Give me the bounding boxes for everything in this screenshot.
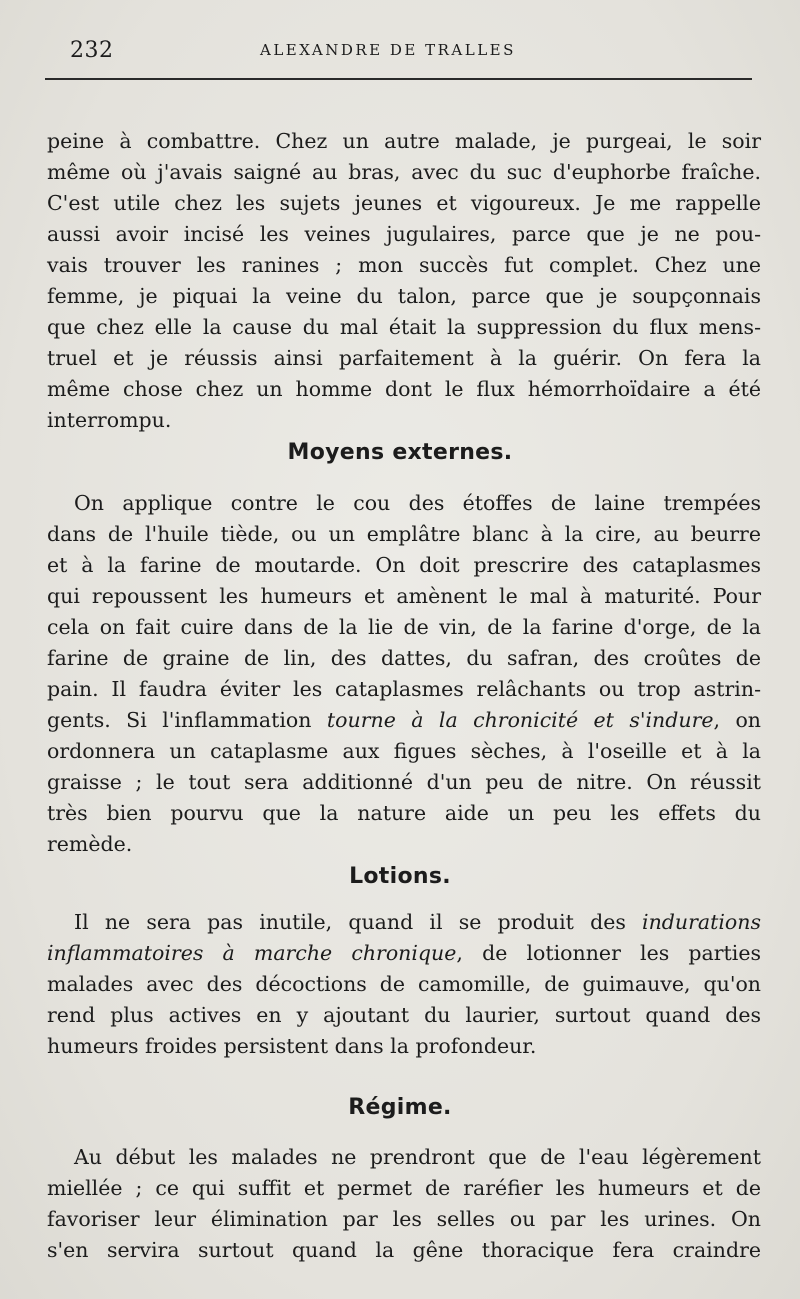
section-heading-lotions: Lotions. [349,864,451,889]
text-line: interrompu. [47,408,172,432]
text-line: humeurs froides persistent dans la profondeur. [47,1034,537,1058]
text-line: peine à combattre. Chez un autre malade, je purgeai, le soir [47,129,761,153]
text-line: qui repoussent les humeurs et amènent le mal à maturité. Pour [47,584,761,608]
text-line: femme, je piquai la veine du talon, parce que je soupçonnais [47,284,761,308]
running-head: ALEXANDRE DE TRALLES [260,41,516,59]
text-line: même où j'avais saigné au bras, avec du suc d'euphorbe fraîche. [47,160,761,184]
text-line: remède. [47,832,133,856]
text-line: farine de graine de lin, des dattes, du safran, des croûtes de [47,646,761,670]
text-line: s'en servira surtout quand la gêne thoracique fera craindre [47,1238,761,1262]
text-line: C'est utile chez les sujets jeunes et vigoureux. Je me rappelle [47,191,761,215]
text-line: rend plus actives en y ajoutant du laurier, surtout quand des [47,1003,761,1027]
italic-phrase: indurations [642,910,761,934]
section-heading-moyens-externes: Moyens externes. [287,440,513,465]
text-line: gents. Si l'inflammation tourne à la chronicité et s'indure, on [47,708,761,732]
text-line: aussi avoir incisé les veines jugulaires, parce que je ne pou- [47,222,761,246]
text-line: que chez elle la cause du mal était la suppression du flux mens- [47,315,761,339]
text-line: pain. Il faudra éviter les cataplasmes relâchants ou trop astrin- [47,677,761,701]
text-line: miellée ; ce qui suffit et permet de raréfier les humeurs et de [47,1176,761,1200]
text-line: truel et je réussis ainsi parfaitement à la guérir. On fera la [47,346,761,370]
text-line: même chose chez un homme dont le flux hémorrhoïdaire a été [47,377,761,401]
text-line: dans de l'huile tiède, ou un emplâtre blanc à la cire, au beurre [47,522,761,546]
text-line: très bien pourvu que la nature aide un peu les effets du [47,801,761,825]
section-heading-regime: Régime. [348,1095,452,1120]
text-line: Il ne sera pas inutile, quand il se produit des indurations [74,910,761,934]
text-line: malades avec des décoctions de camomille, de guimauve, qu'on [47,972,761,996]
text-line: graisse ; le tout sera additionné d'un peu de nitre. On réussit [47,770,761,794]
paragraph-lotions [47,907,761,1062]
text-line: inflammatoires à marche chronique, de lotionner les parties [47,941,761,965]
text-line: favoriser leur élimination par les selles ou par les urines. On [47,1207,761,1231]
header-rule [45,78,752,80]
paragraph-moyens-externes [47,488,761,860]
italic-phrase: inflammatoires à marche chronique [47,941,457,965]
text-line: et à la farine de moutarde. On doit prescrire des cataplasmes [47,553,761,577]
page-header [70,38,750,68]
paragraph-intro [47,126,761,436]
text-line: cela on fait cuire dans de la lie de vin, de la farine d'orge, de la [47,615,761,639]
page-number: 232 [70,38,114,63]
text-line: ordonnera un cataplasme aux figues sèches, à l'oseille et à la [47,739,761,763]
text-line: On applique contre le cou des étoffes de laine trempées [74,491,761,515]
paragraph-regime [47,1142,761,1266]
italic-phrase: tourne à la chronicité et s'indure [326,708,714,732]
text-line: vais trouver les ranines ; mon succès fut complet. Chez une [47,253,761,277]
text-line: Au début les malades ne prendront que de l'eau légèrement [74,1145,761,1169]
